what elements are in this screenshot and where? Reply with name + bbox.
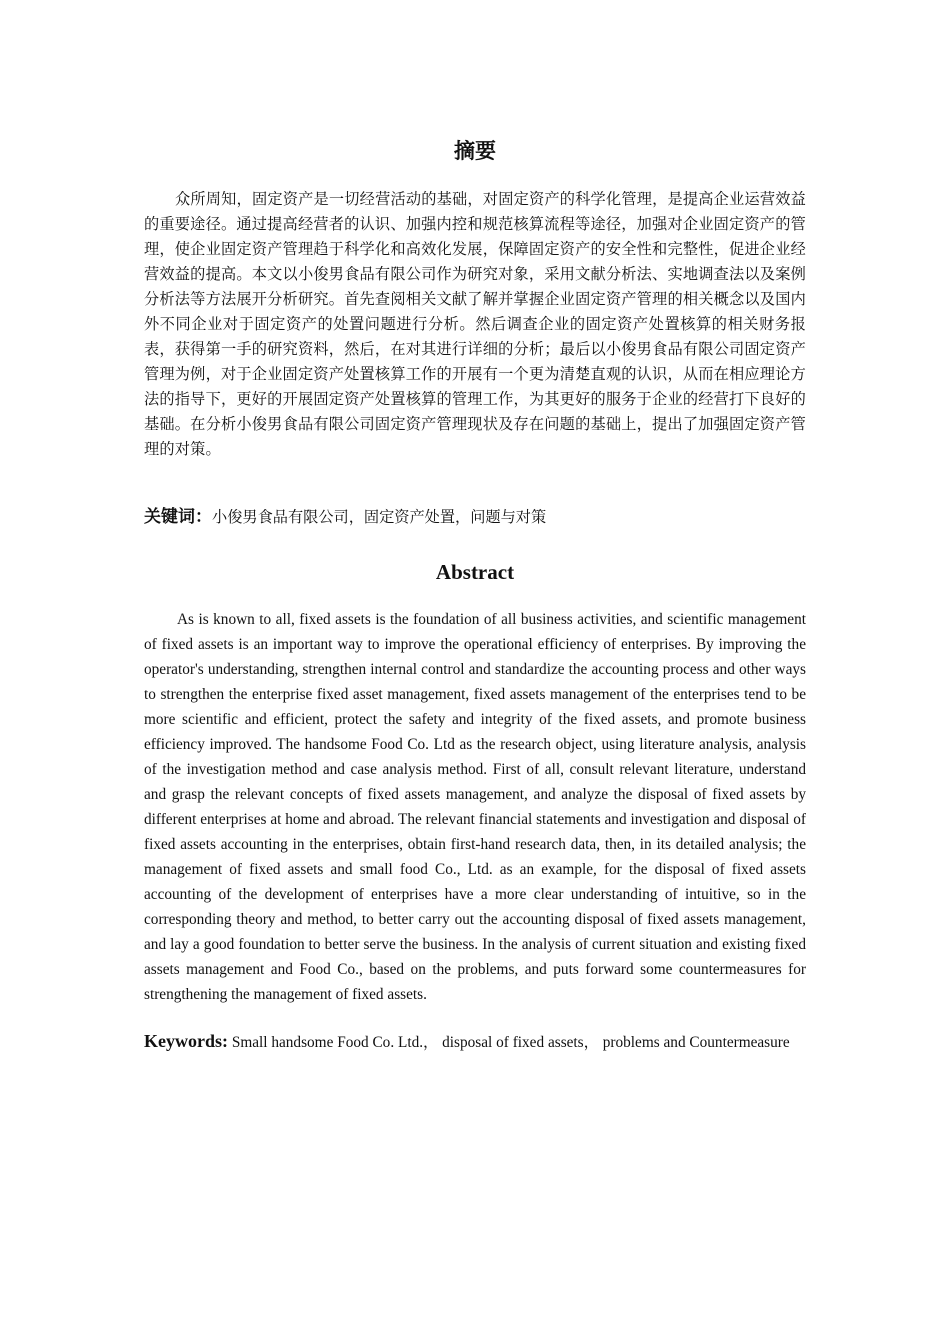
chinese-abstract-title: 摘要 xyxy=(454,139,496,163)
english-keywords xyxy=(144,1029,806,1055)
english-abstract-body: As is known to all, fixed assets is the foundation of all business activities, and scientific management of fixed assets is an important way to improve the operational efficiency of enterprises. By improving the operator's understanding, strengthen internal control and standardize the accounting process and other ways to strengthen the enterprise fixed asset management, fixed assets management of the enterprises tend to be more scientific and efficient, protect the safety and integrity of the fixed assets, and promote business efficiency improved. The handsome Food Co. Ltd as the research object, using literature analysis, analysis of the investigation method and case analysis method. First of all, consult relevant literature, understand and grasp the relevant concepts of fixed assets management, and analyze the disposal of fixed assets by different enterprises at home and abroad. The relevant financial statements and investigation and disposal of fixed assets accounting in the enterprises, obtain first-hand research data, then, in its detailed analysis; the management of fixed assets and small food Co., Ltd. as an example, for the disposal of fixed assets accounting of the development of enterprises have a more clear understanding of intuitive, so in the corresponding theory and method, to better carry out the accounting disposal of fixed assets management, and lay a good foundation to better serve the business. In the analysis of current situation and existing fixed assets management and Food Co., based on the problems, and puts forward some countermeasures for strengthening the management of fixed assets. xyxy=(144,611,806,1003)
chinese-abstract-body: 众所周知，固定资产是一切经营活动的基础，对固定资产的科学化管理，是提高企业运营效益的重要途径。通过提高经营者的认识、加强内控和规范核算流程等途径，加强对企业固定资产的管理，使企业固定资产管理趋于科学化和高效化发展，保障固定资产的安全性和完整性，促进企业经营效益的提高。本文以小俊男食品有限公司作为研究对象，采用文献分析法、实地调查法以及案例分析法等方法展开分析研究。首先查阅相关文献了解并掌握企业固定资产管理的相关概念以及国内外不同企业对于固定资产的处置问题进行分析。然后调查企业的固定资产处置核算的相关财务报表，获得第一手的研究资料，然后，在对其进行详细的分析；最后以小俊男食品有限公司固定资产管理为例，对于企业固定资产处置核算工作的开展有一个更为清楚直观的认识，从而在相应理论方法的指导下，更好的开展固定资产处置核算的管理工作，为其更好的服务于企业的经营打下良好的基础。在分析小俊男食品有限公司固定资产管理现状及存在问题的基础上，提出了加强固定资产管理的对策。 xyxy=(144,191,806,458)
english-abstract-title: Abstract xyxy=(435,560,515,584)
english-keywords-text: Small handsome Food Co. Ltd.， disposal of fixed assets， problems and Countermeasure xyxy=(231,1034,790,1051)
chinese-keywords xyxy=(144,504,806,530)
chinese-keywords-label: 关键词： xyxy=(144,507,212,526)
english-keywords-label: Keywords: xyxy=(144,1031,228,1051)
chinese-keywords-text: 小俊男食品有限公司，固定资产处置，问题与对策 xyxy=(212,509,547,526)
